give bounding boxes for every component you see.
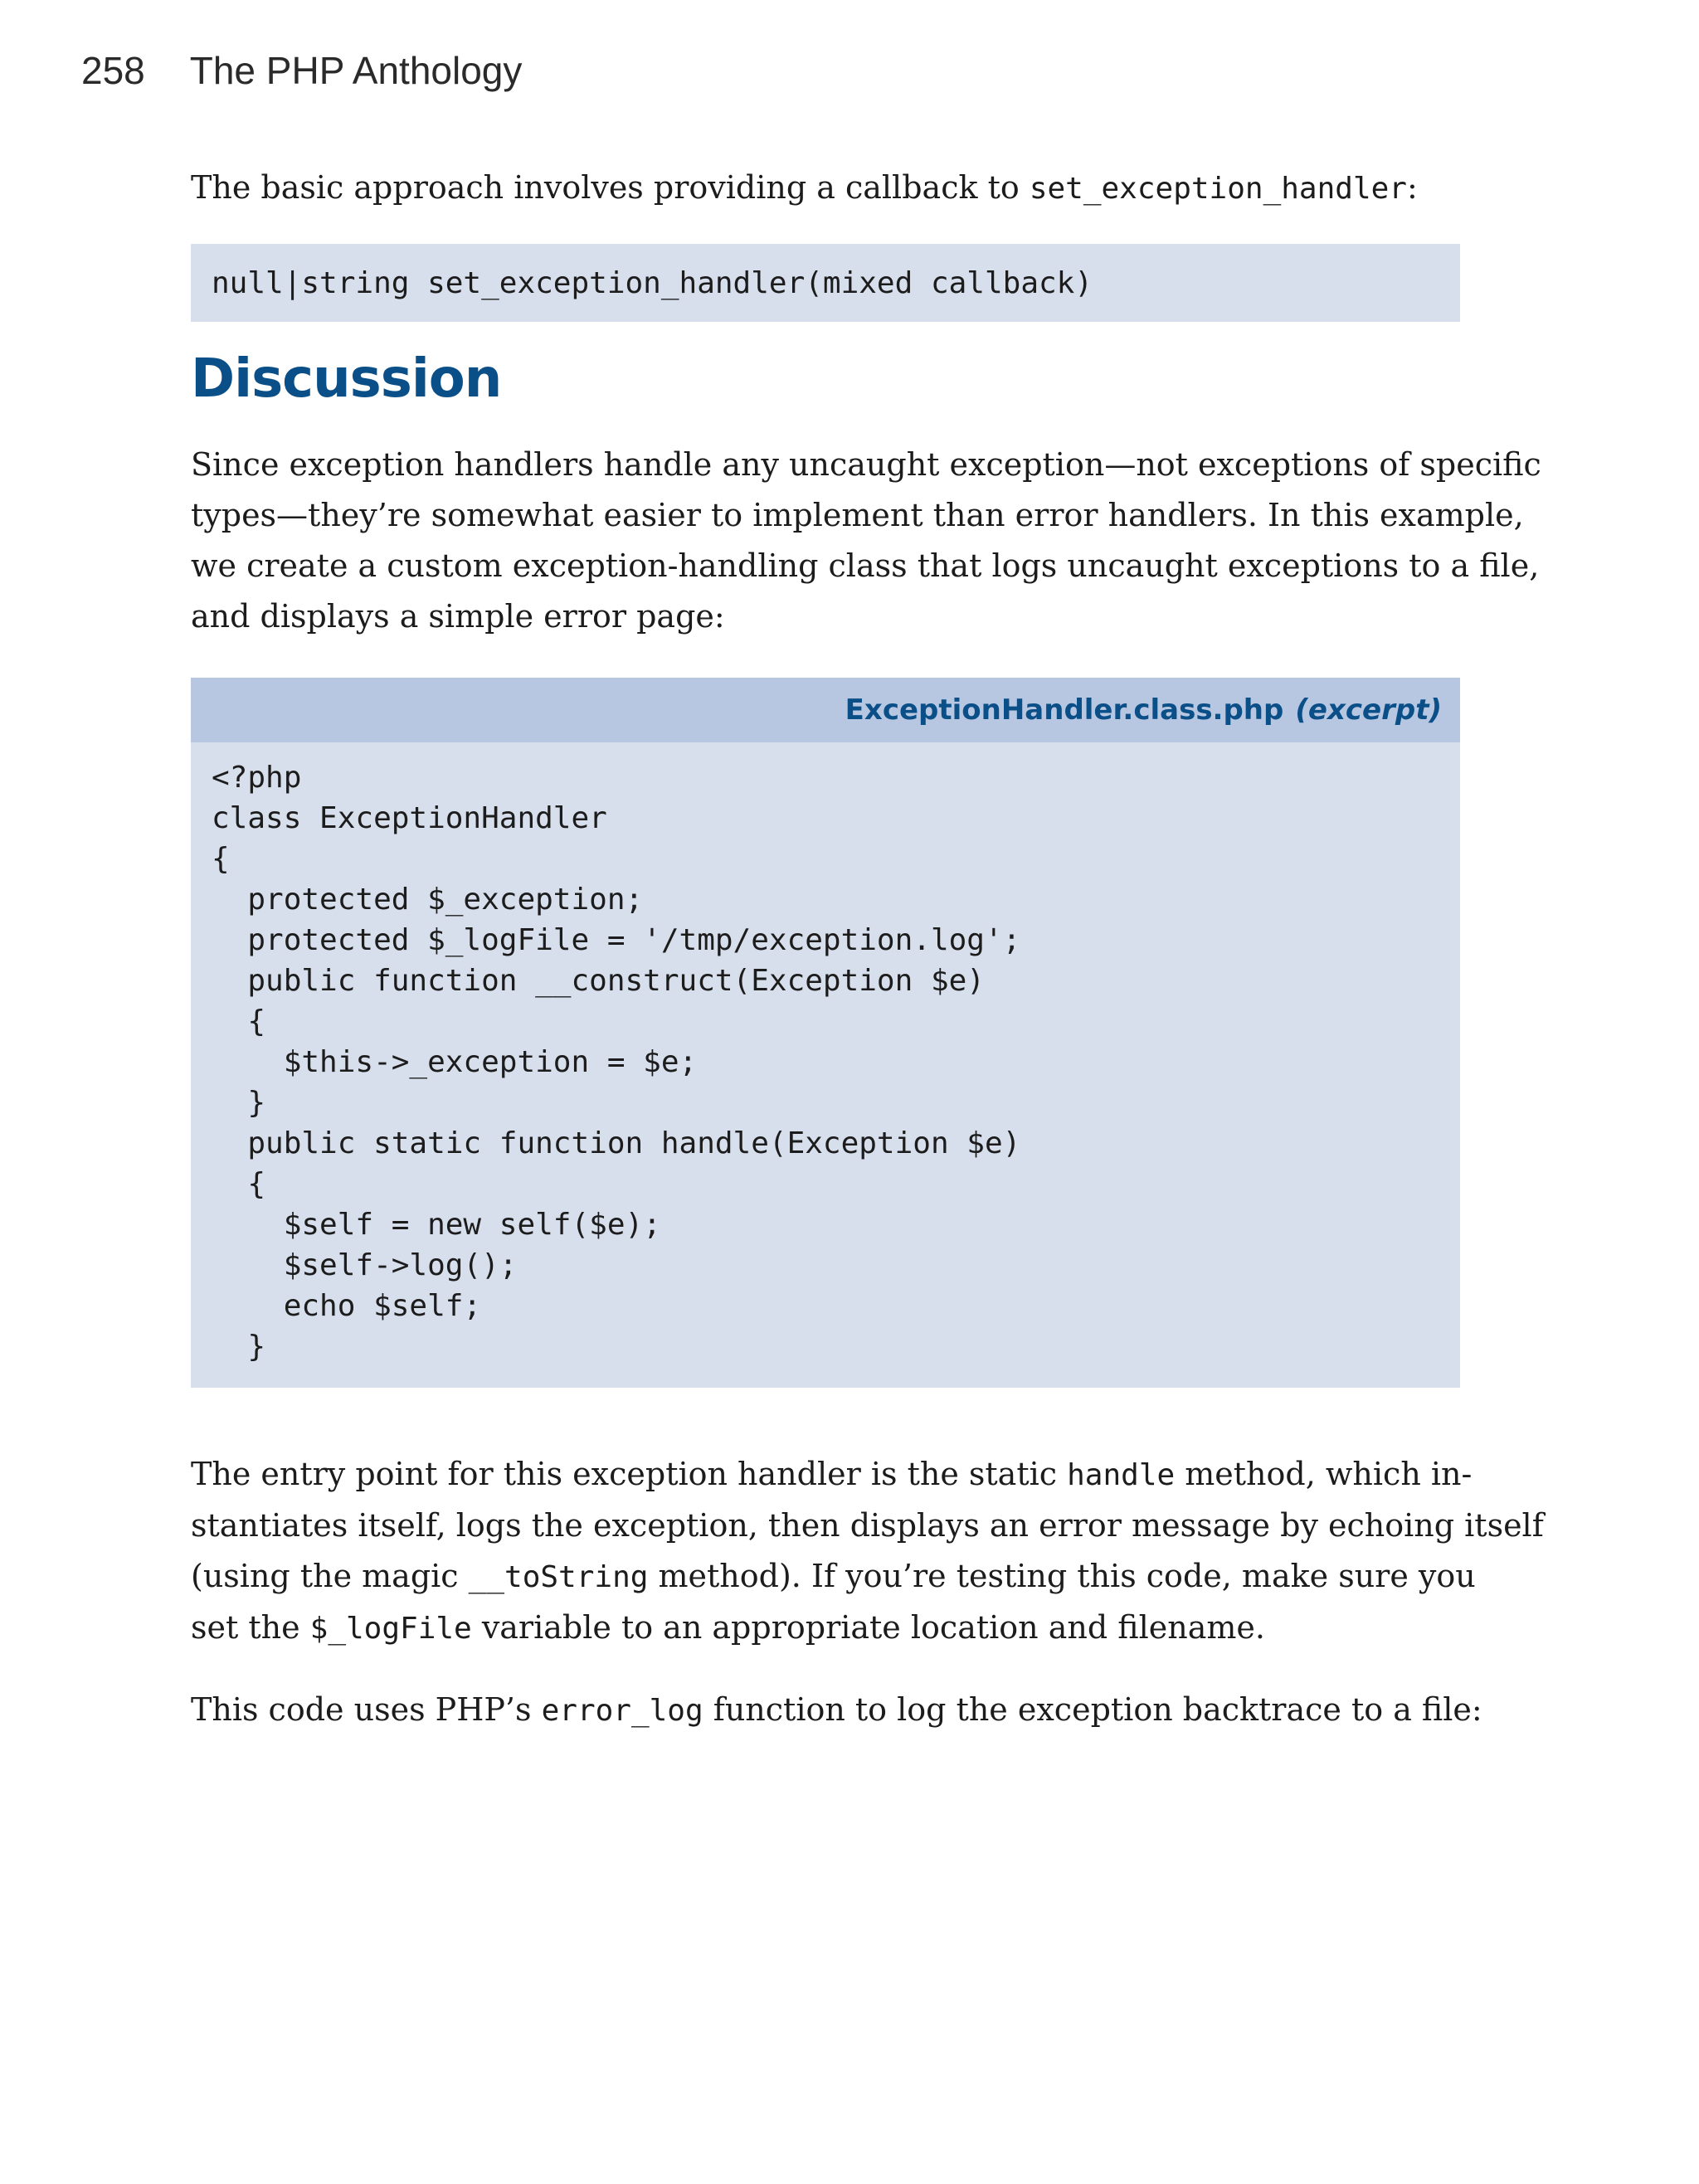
section-heading: Discussion [191,348,502,410]
running-head [81,48,522,93]
listing-filename: ExceptionHandler.class.php [845,693,1284,727]
code-line: echo $self; [212,1289,482,1323]
inline-code: $_logFile [309,1612,472,1646]
code-line: class ExceptionHandler [212,801,607,835]
signature-code: null|string set_exception_handler(mixed callback) [212,265,1093,300]
intro-paragraph [191,163,1460,214]
code-line: $self->log(); [212,1248,518,1282]
paragraph-text: The entry point for this exception handler is the static [191,1456,1068,1492]
paragraph-text: variable to an appropriate location and filename. [471,1609,1265,1646]
code-line: $this->_exception = $e; [212,1045,698,1079]
code-line: public function __construct(Exception $e) [212,964,985,998]
code-line: } [212,1086,266,1120]
code-listing-body [191,742,1460,1367]
signature-code-block [191,244,1460,322]
code-line: protected $_logFile = '/tmp/exception.log'; [212,923,1021,957]
paragraph-text: method). If you’re testing this code, make sure you [648,1558,1476,1594]
inline-code: error_log [541,1694,703,1728]
code-line: $self = new self($e); [212,1208,661,1242]
inline-code: set_exception_handler [1029,172,1407,206]
paragraph-line: Since exception handlers handle any uncaught exception—not exceptions of specific [191,446,1541,483]
paragraph-text: function to log the exception backtrace to a file: [703,1691,1482,1728]
intro-text: The basic approach involves providing a callback to [191,169,1030,206]
paragraph-line: stantiates itself, logs the exception, then displays an error message by echoing itself [191,1507,1544,1544]
inline-code: __toString [468,1560,649,1594]
paragraph-text: method, which in- [1175,1456,1473,1492]
paragraph-text: set the [191,1609,310,1646]
code-listing-header [191,678,1460,742]
code-listing [191,678,1460,1388]
code-line: { [212,1004,266,1038]
paragraph-line: we create a custom exception-handling class that logs uncaught exceptions to a file, [191,547,1540,584]
paragraph-text: (using the magic [191,1558,469,1594]
code-line: } [212,1330,266,1364]
intro-text-end: : [1406,169,1418,206]
page-number: 258 [81,49,145,92]
book-title: The PHP Anthology [189,49,523,92]
code-line: public static function handle(Exception $e) [212,1126,1021,1160]
code-line: { [212,842,230,876]
inline-code: handle [1067,1458,1176,1492]
listing-note: (excerpt) [1295,693,1442,727]
paragraph-line: types—they’re somewhat easier to implement than error handlers. In this example, [191,497,1524,533]
paragraph-text: This code uses PHP’s [191,1691,542,1728]
code-line: { [212,1167,266,1201]
code-line: protected $_exception; [212,883,644,917]
code-line: <?php [212,761,302,795]
paragraph-line: and displays a simple error page: [191,598,725,635]
final-paragraph [191,1685,1482,1736]
discussion-paragraph [191,440,1541,642]
entry-paragraph [191,1449,1544,1654]
